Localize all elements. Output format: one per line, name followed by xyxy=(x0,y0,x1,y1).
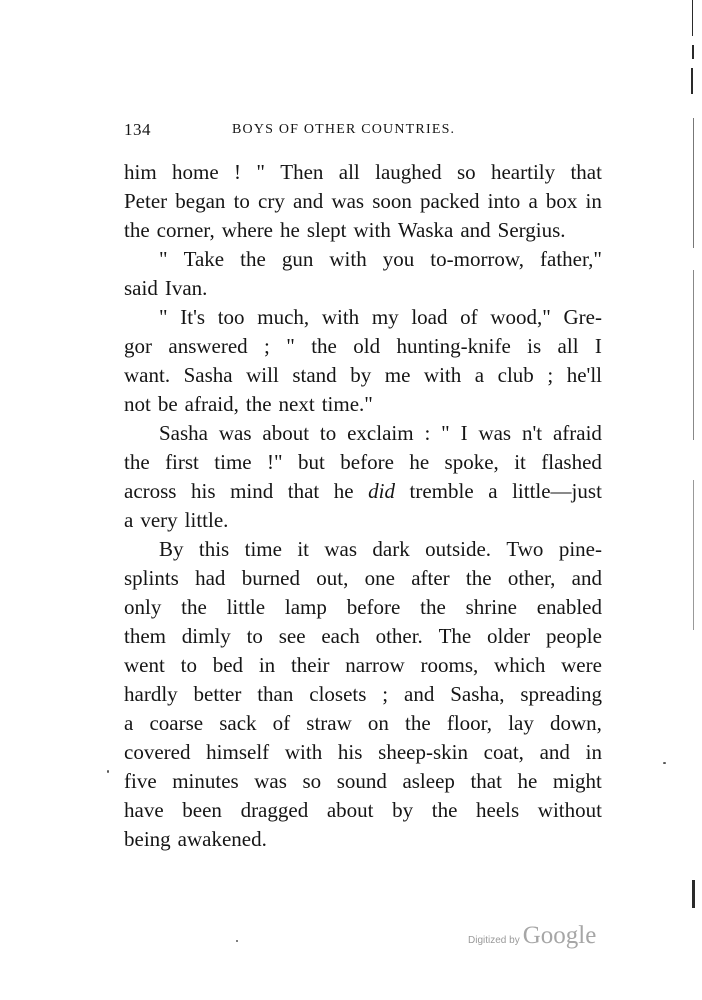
text-line: said Ivan. xyxy=(124,276,208,300)
text-line: gor answered ; " the old hunting-knife is all I xyxy=(124,334,602,358)
running-title: BOYS OF OTHER COUNTRIES. xyxy=(232,122,456,137)
scan-edge-mark xyxy=(693,480,694,630)
text-line: across his mind that he did tremble a little—just xyxy=(124,479,602,503)
text-line: " It's too much, with my load of wood," Gre- xyxy=(159,305,602,329)
watermark-prefix: Digitized by xyxy=(468,935,520,946)
scan-edge-mark xyxy=(691,68,693,94)
text-line: a very little. xyxy=(124,508,229,532)
text-line: splints had burned out, one after the other, and xyxy=(124,566,602,590)
scan-edge-mark xyxy=(693,270,694,440)
text-line: have been dragged about by the heels without xyxy=(124,798,602,822)
text-line: went to bed in their narrow rooms, which were xyxy=(124,653,602,677)
scan-edge-mark xyxy=(692,880,695,908)
text-line: him home ! " Then all laughed so heartily that xyxy=(124,160,602,184)
scan-edge-mark xyxy=(692,45,694,59)
text-line: them dimly to see each other. The older people xyxy=(124,624,602,648)
text-line: not be afraid, the next time." xyxy=(124,392,373,416)
text-line: By this time it was dark outside. Two pine- xyxy=(159,537,602,561)
text-line: want. Sasha will stand by me with a club ; he'll xyxy=(124,363,602,387)
google-logo: Google xyxy=(522,922,597,949)
text-line: a coarse sack of straw on the floor, lay down, xyxy=(124,711,602,735)
page-header xyxy=(124,120,504,142)
text-line: Sasha was about to exclaim : " I was n't afraid xyxy=(159,421,602,445)
text-line: the first time !" but before he spoke, it flashed xyxy=(124,450,602,474)
scan-speck xyxy=(236,940,238,942)
text-line: hardly better than closets ; and Sasha, spreading xyxy=(124,682,602,706)
text-line: " Take the gun with you to-morrow, father," xyxy=(159,247,602,271)
text-line: the corner, where he slept with Waska and Sergius. xyxy=(124,218,566,242)
text-line: covered himself with his sheep-skin coat, and in xyxy=(124,740,602,764)
scan-edge-mark xyxy=(692,0,693,36)
text-line: Peter began to cry and was soon packed into a box in xyxy=(124,189,602,213)
digitized-watermark xyxy=(468,922,596,950)
body-text xyxy=(124,158,602,854)
text-line: only the little lamp before the shrine enabled xyxy=(124,595,602,619)
scan-speck xyxy=(663,762,666,764)
scan-edge-mark xyxy=(693,118,694,248)
text-line: five minutes was so sound asleep that he might xyxy=(124,769,602,793)
text-line: being awakened. xyxy=(124,827,267,851)
page-number: 134 xyxy=(124,120,151,139)
scan-speck xyxy=(107,770,109,773)
